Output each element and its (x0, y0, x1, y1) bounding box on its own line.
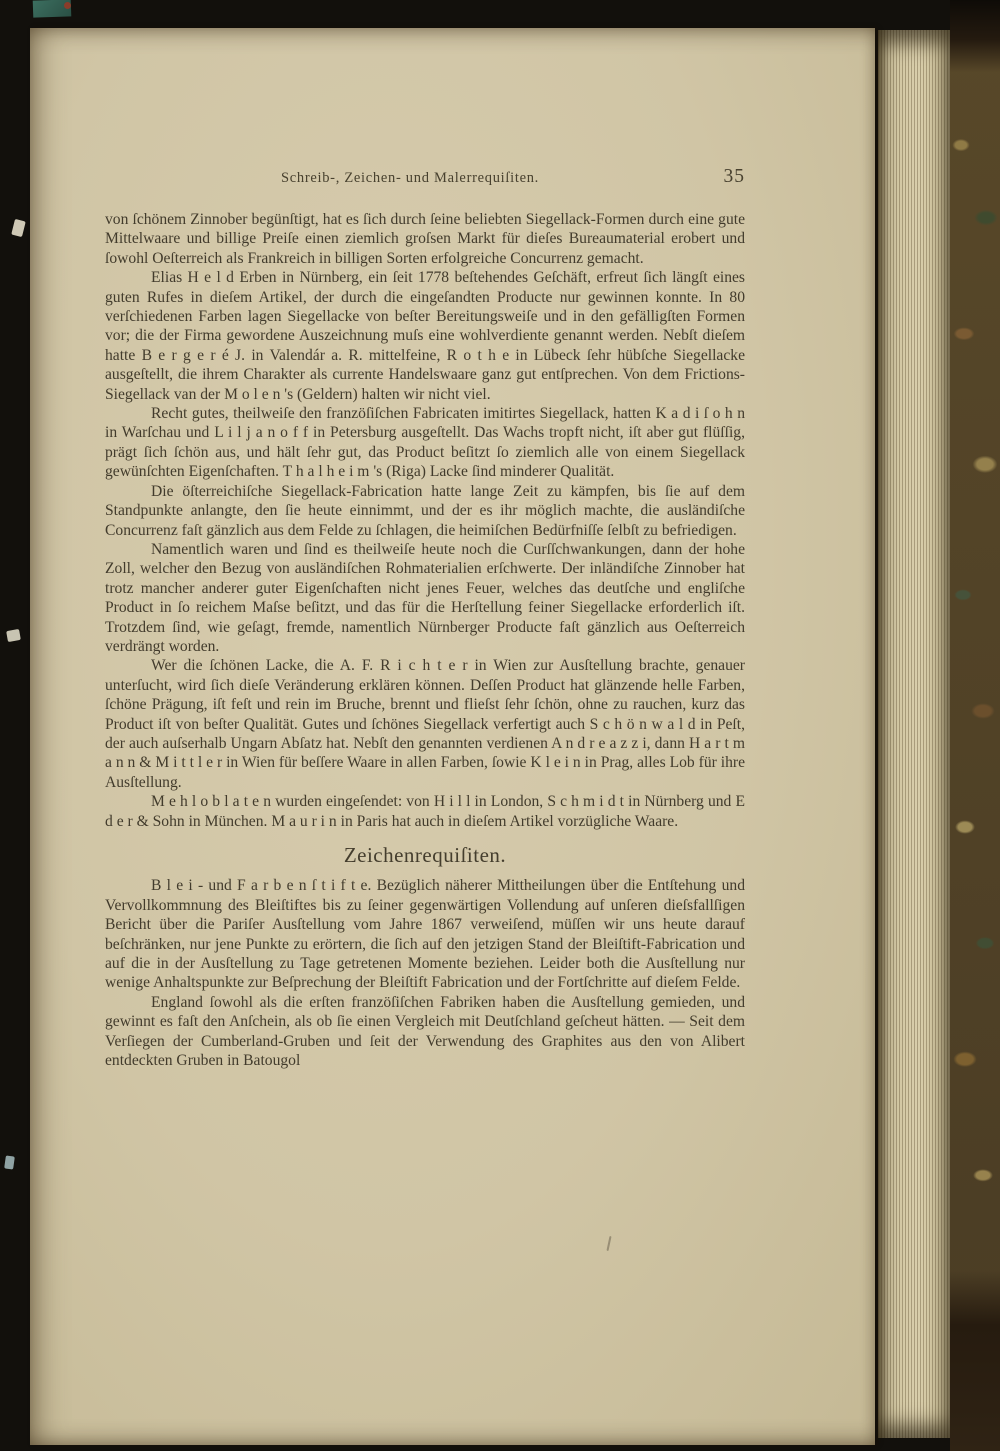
paragraph: Die öſterreichiſche Siegellack-Fabrication hatte lange Zeit zu kämpfen, bis ſie auf dem Standpunkte anlangte, den ſie heute einnimmt, und der es ihr möglich machte, die ausländiſche Concurrenz faſt gänzlich aus dem Felde zu ſchlagen, die heimiſchen Bedürfniſſe ſelbſt zu befriedigen. (105, 482, 745, 539)
book-cover-leather-bottom (950, 1271, 1000, 1451)
paragraph: von ſchönem Zinnober begünſtigt, hat es ſich durch ſeine beliebten Siegellack-Formen durch eine gute Mittelwaare und billige Preiſe einen ziemlich groſsen Markt für dieſes Bureaumaterial erobert und ſowohl Oeſterreich als Frankreich in billigen Sorten erfolgreiche Concurrenz gemacht. (105, 211, 745, 267)
paper-scrap (6, 629, 21, 642)
paragraph: England ſowohl als die erſten franzöſiſchen Fabriken haben die Ausſtellung gemieden, und gewinnt es faſt den Anſchein, als ob ſie einen Vergleich mit Deutſchland geſcheut hätten. — Seit dem Verſiegen der Cumberland-Gruben und ſeit der Verwendung des Graphites aus den von Alibert entdeckten Gruben in Batougol (105, 993, 745, 1070)
paragraph: Recht gutes, theilweiſe den franzöſiſchen Fabricaten imitirtes Siegellack, hatten K a d i ſ o h n in Warſchau und L i l j a n o f f in Petersburg ausgeſtellt. Das Wachs tropft nicht, iſt aber gut flüſſig, prägt ſich ſchön aus, und hält ſehr gut, das Product beſitzt ſo ziemlich alle von einem Siegellack gewünſchten Eigenſchaften. T h a l h e i m 's (Riga) Lacke ſind minderer Qualität. (105, 405, 745, 481)
paper-scrap (4, 1155, 15, 1169)
paragraph: Namentlich waren und ſind es theilweiſe heute noch die Curſſchwankungen, dann der hohe Zoll, welcher den Bezug von ausländiſchen Rohmaterialien erſchwerte. Der inländiſche Zinnober hat trotz mancher anderer guter Eigenſchaften nicht jenes Feuer, welches das deutſche und engliſche Product in ſo reichem Maſse beſitzt, und das für die Herſtellung feiner Siegellacke erforderlich iſt. Trotzdem ſind, wie geſagt, fremde, namentlich Nürnberger Producte faſt gänzlich aus Oeſterreich verdrängt worden. (105, 540, 745, 655)
section-heading: Zeichenrequiſiten. (343, 843, 507, 867)
running-title: Schreib-, Zeichen- und Malerrequiſiten. (280, 170, 539, 186)
page-content (105, 166, 745, 1070)
book-page (30, 28, 875, 1445)
paragraph: B l e i - und F a r b e n ſ t i f t e. Bezüglich näherer Mittheilungen über die Entſtehung und Vervollkommnung des Bleiſtiftes bis zu ſeiner gegenwärtigen Vollendung auf unſeren dieſsfallſigen Bericht über die Pariſer Ausſtellung vom Jahre 1867 verweiſend, müſſen wir uns heute darauf beſchränken, nur jene Punkte zu erörtern, die ſich auf den jetzigen Stand der Bleiſtift-Fabrication und auf die in der Ausſtellung zu Tage getretenen Momente beziehen. Leider both die Ausſtellung nur wenige Anhaltspunkte zur Beſprechung der Bleiſtift Fabrication und der Fortſchritte auf dieſem Felde. (105, 877, 745, 992)
page-body (105, 210, 745, 1070)
book-cover-marbled (950, 0, 1000, 1451)
paragraph: Wer die ſchönen Lacke, die A. F. R i c h t e r in Wien zur Ausſtellung brachte, genauer unterſucht, wird ſich dieſe Veränderung erklären können. Deſſen Product hat glänzende helle Farben, ſchöne Prägung, iſt feſt und rein im Bruche, brennt und flieſst ſehr ſchön, ohne zu rauchen, kurz das Product iſt von beſter Qualität. Gutes und ſchönes Siegellack verfertigt auch S c h ö n w a l d in Peſt, der auch auſserhalb Ungarn Abſatz hat. Nebſt den genannten verdienen A n d r e a z z i, dann H a r t m a n n & M i t t l e r in Wien für beſſere Waare in allen Farben, ſowie K l e i n in Prag, alles Lob für ihre Ausſtellung. (105, 657, 745, 791)
book-cover-leather-top (950, 0, 1000, 72)
paragraph: Elias H e l d Erben in Nürnberg, ein ſeit 1778 beſtehendes Geſchäft, erfreut ſich längſt eines guten Rufes in dieſem Artikel, der durch die eingeſandten Producte nur gewinnen konnte. In 80 verſchiedenen Farben lagen Siegellacke von beſter Bereitungsweiſe und in den gefälligſten Formen vor; die der Firma gewordene Auszeichnung muſs eine wohlverdiente genannt werden. Nebſt dieſem hatte B e r g e r é J. in Valendár a. R. mittelfeine, R o t h e in Lübeck ſehr hübſche Siegellacke ausgeſtellt, die ihrem Charakter als currente Handelswaare ganz gut entſprechen. Von dem Frictions-Siegellack van der M o l e n 's (Geldern) halten wir nicht viel. (105, 269, 745, 403)
scan-speck (606, 1236, 611, 1251)
book-page-edges (878, 30, 950, 1438)
running-head (105, 166, 745, 192)
paper-scrap (11, 219, 26, 237)
paragraph: M e h l o b l a t e n wurden eingeſendet: von H i l l in London, S c h m i d t in Nürnberg und E d e r & Sohn in München. M a u r i n in Paris hat auch in dieſem Artikel vorzügliche Waare. (105, 793, 745, 830)
page-number: 35 (723, 166, 745, 187)
tape-fragment (64, 2, 71, 9)
